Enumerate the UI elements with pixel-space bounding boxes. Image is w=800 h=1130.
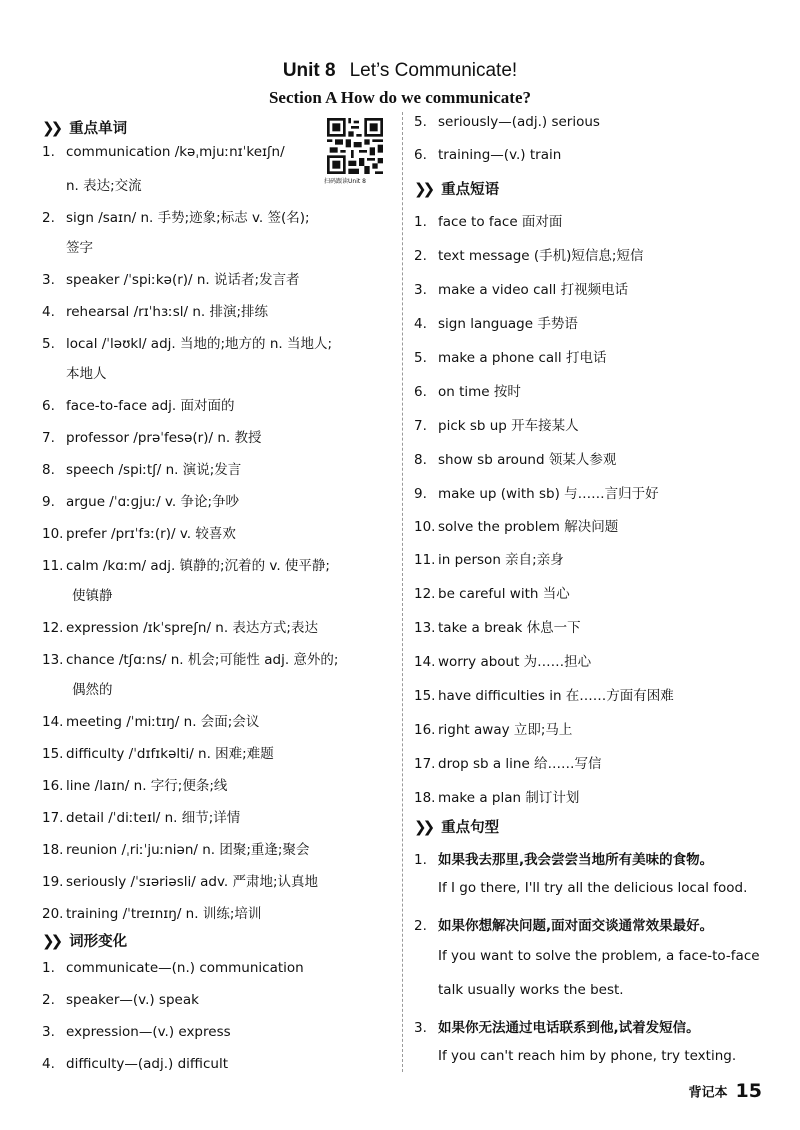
word-item: 8. speech /spiːtʃ/ n. 演说;发言 [42, 462, 242, 478]
phrase-item: 18. make a plan 制订计划 [414, 790, 580, 806]
section-heading-words: ❯❯ 重点单词 [42, 119, 128, 137]
unit-name: Let’s Communicate! [349, 60, 518, 81]
phrase-item: 6. on time 按时 [414, 384, 521, 400]
sentence-item: 1. 如果我去那里,我会尝尝当地所有美味的食物。 [414, 852, 714, 868]
form-item: 1. communicate—(n.) communication [42, 960, 304, 976]
page-footer [689, 1080, 762, 1102]
word-item: 11. calm /kɑːm/ adj. 镇静的;沉着的 v. 使平静; [42, 558, 330, 574]
sentence-translation: If you want to solve the problem, a face-to-face [438, 948, 760, 964]
form-item: 2. speaker—(v.) speak [42, 992, 199, 1008]
word-item: 7. professor /prəˈfesə(r)/ n. 教授 [42, 430, 262, 446]
word-item: 19. seriously /ˈsɪəriəsli/ adv. 严肃地;认真地 [42, 874, 319, 890]
phrase-item: 17. drop sb a line 给……写信 [414, 756, 602, 772]
phrase-item: 2. text message (手机)短信息;短信 [414, 248, 644, 264]
word-item: 20. training /ˈtreɪnɪŋ/ n. 训练;培训 [42, 906, 262, 922]
form-item: 4. difficulty—(adj.) difficult [42, 1056, 228, 1072]
word-item: 5. local /ˈləʊkl/ adj. 当地的;地方的 n. 当地人; [42, 336, 333, 352]
word-item-continued: 签字 [66, 240, 93, 256]
qr-code-icon[interactable] [327, 118, 383, 174]
chevron-icon: ❯❯ [414, 180, 432, 198]
chevron-icon: ❯❯ [42, 932, 60, 950]
column-divider [402, 112, 404, 1072]
phrase-item: 12. be careful with 当心 [414, 586, 570, 602]
phrase-item: 16. right away 立即;马上 [414, 722, 573, 738]
section-heading-phrases: ❯❯ 重点短语 [414, 180, 500, 198]
sentence-translation: If I go there, I'll try all the delicious local food. [438, 880, 748, 896]
form-item: 3. expression—(v.) express [42, 1024, 231, 1040]
word-item: 4. rehearsal /rɪˈhɜːsl/ n. 排演;排练 [42, 304, 269, 320]
section-heading-forms: ❯❯ 词形变化 [42, 932, 128, 950]
word-item: 14. meeting /ˈmiːtɪŋ/ n. 会面;会议 [42, 714, 260, 730]
footer-label: 背记本 [688, 1085, 728, 1101]
sentence-item: 3. 如果你无法通过电话联系到他,试着发短信。 [414, 1020, 700, 1036]
word-item: 10. prefer /prɪˈfɜː(r)/ v. 较喜欢 [42, 526, 236, 542]
phrase-item: 1. face to face 面对面 [414, 214, 563, 230]
chevron-icon: ❯❯ [42, 119, 60, 137]
phrase-item: 9. make up (with sb) 与……言归于好 [414, 486, 659, 502]
sentence-item: 2. 如果你想解决问题,面对面交谈通常效果最好。 [414, 918, 714, 934]
form-item: 5. seriously—(adj.) serious [414, 114, 600, 130]
word-item: 16. line /laɪn/ n. 字行;便条;线 [42, 778, 228, 794]
word-item: 1. communication /kəˌmjuːnɪˈkeɪʃn/ [42, 144, 285, 160]
word-item: 17. detail /ˈdiːteɪl/ n. 细节;详情 [42, 810, 241, 826]
unit-title [0, 60, 800, 82]
phrase-item: 11. in person 亲自;亲身 [414, 552, 564, 568]
phrase-item: 14. worry about 为……担心 [414, 654, 592, 670]
form-item: 6. training—(v.) train [414, 147, 562, 163]
word-item-continued: n. 表达;交流 [66, 178, 142, 194]
word-item: 18. reunion /ˌriːˈjuːniən/ n. 团聚;重逢;聚会 [42, 842, 310, 858]
word-item: 9. argue /ˈɑːɡjuː/ v. 争论;争吵 [42, 494, 240, 510]
phrase-item: 15. have difficulties in 在……方面有困难 [414, 688, 674, 704]
word-item-continued: 本地人 [66, 366, 107, 382]
section-title: Section A How do we communicate? [268, 88, 532, 107]
phrase-item: 3. make a video call 打视频电话 [414, 282, 629, 298]
sentence-translation: talk usually works the best. [438, 982, 624, 998]
word-item: 3. speaker /ˈspiːkə(r)/ n. 说话者;发言者 [42, 272, 300, 288]
phrase-item: 4. sign language 手势语 [414, 316, 578, 332]
word-item: 2. sign /saɪn/ n. 手势;迹象;标志 v. 签(名); [42, 210, 310, 226]
qr-caption: 扫码跟读Unit 8 [324, 178, 366, 185]
section-heading-sentences: ❯❯ 重点句型 [414, 818, 500, 836]
phrase-item: 8. show sb around 领某人参观 [414, 452, 617, 468]
unit-number: Unit 8 [282, 60, 336, 81]
sentence-translation: If you can't reach him by phone, try texting. [438, 1048, 737, 1064]
page-number: 15 [735, 1080, 762, 1102]
word-item: 12. expression /ɪkˈspreʃn/ n. 表达方式;表达 [42, 620, 318, 636]
word-item-continued: 偶然的 [72, 682, 113, 698]
phrase-item: 7. pick sb up 开车接某人 [414, 418, 579, 434]
word-item: 13. chance /tʃɑːns/ n. 机会;可能性 adj. 意外的; [42, 652, 339, 668]
phrase-item: 10. solve the problem 解决问题 [414, 519, 619, 535]
chevron-icon: ❯❯ [414, 818, 432, 836]
word-item-continued: 使镇静 [72, 588, 113, 604]
phrase-item: 5. make a phone call 打电话 [414, 350, 607, 366]
word-item: 15. difficulty /ˈdɪfɪkəlti/ n. 困难;难题 [42, 746, 274, 762]
word-item: 6. face-to-face adj. 面对面的 [42, 398, 235, 414]
phrase-item: 13. take a break 休息一下 [414, 620, 581, 636]
